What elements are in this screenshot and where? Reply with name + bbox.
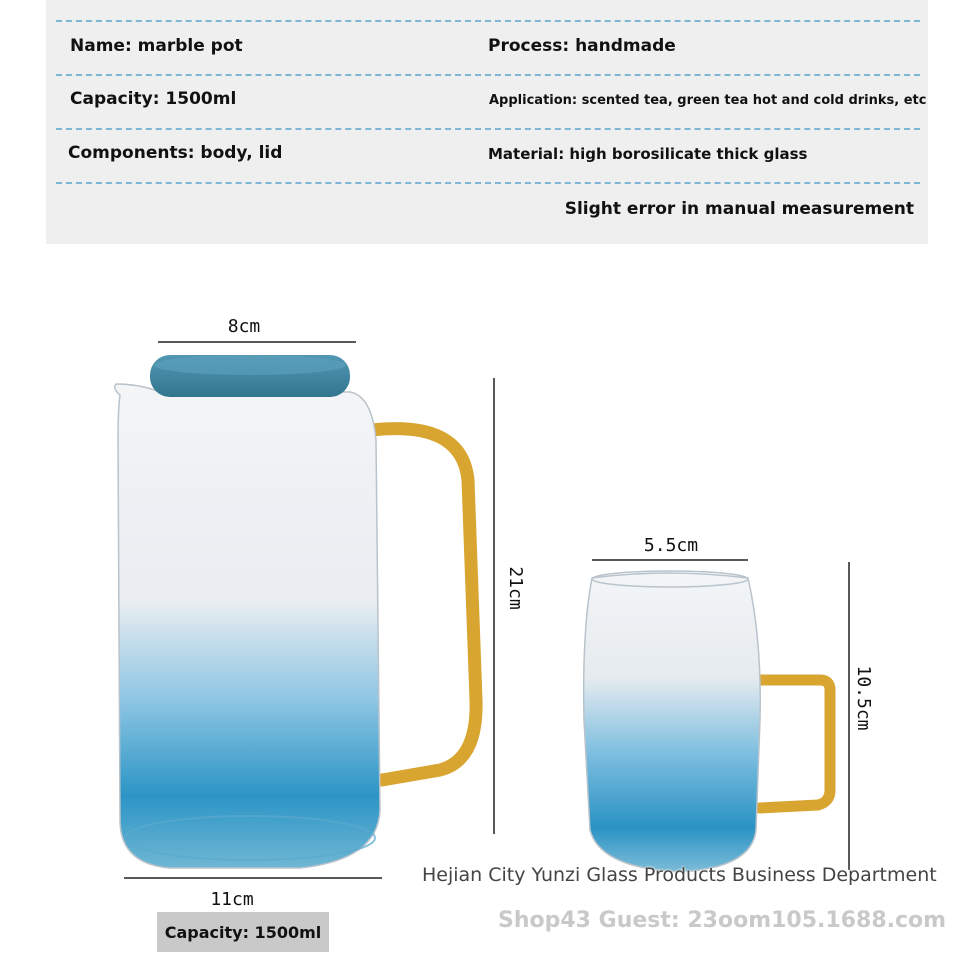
cup-body	[584, 573, 761, 872]
capacity-badge: Capacity: 1500ml	[157, 912, 329, 952]
spec-capacity: Capacity: 1500ml	[70, 89, 237, 109]
pitcher	[115, 355, 476, 868]
product-photo	[0, 250, 960, 960]
cup-handle	[756, 680, 830, 808]
dim-base-width: 11cm	[210, 889, 254, 910]
spec-material: Material: high borosilicate thick glass	[488, 145, 808, 163]
divider	[56, 128, 920, 130]
spec-name: Name: marble pot	[70, 36, 243, 56]
pitcher-handle	[372, 429, 476, 780]
divider	[56, 182, 920, 184]
spec-process: Process: handmade	[488, 36, 676, 56]
spec-application: Application: scented tea, green tea hot and cold drinks, etc	[489, 93, 927, 108]
dim-cup-width: 5.5cm	[643, 535, 699, 556]
cup	[584, 571, 830, 872]
spec-panel	[46, 0, 928, 244]
watermark-shop: Shop43 Guest: 23oom105.1688.com	[498, 908, 947, 933]
dim-pot-height: 21cm	[505, 566, 526, 610]
divider	[56, 74, 920, 76]
measurement-note: Slight error in manual measurement	[564, 199, 914, 219]
pitcher-body	[115, 384, 380, 868]
watermark-company: Hejian City Yunzi Glass Products Business Department	[422, 864, 937, 886]
dim-cup-height: 10.5cm	[853, 665, 874, 731]
spec-components: Components: body, lid	[68, 143, 283, 163]
dim-lid-width: 8cm	[227, 316, 261, 337]
divider	[56, 20, 920, 22]
